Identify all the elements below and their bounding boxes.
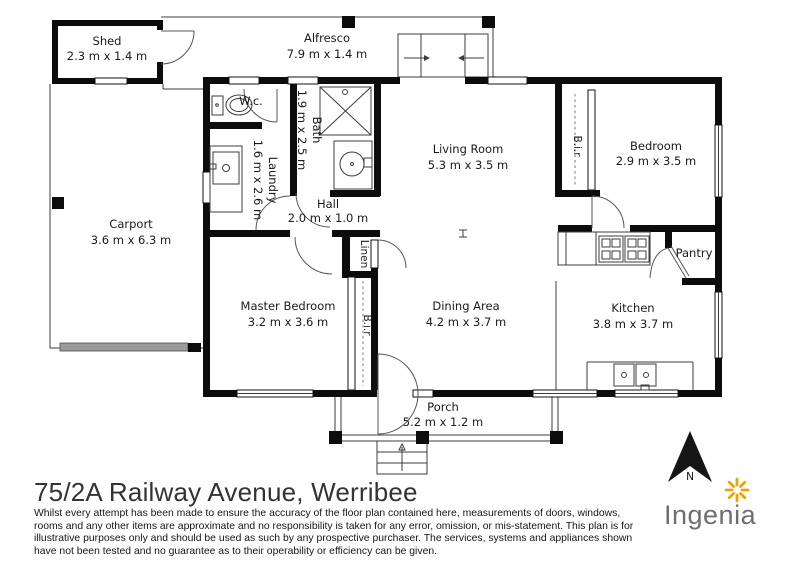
room-label-bedroom: Bedroom: [629, 139, 683, 153]
room-label-bath: Bath: [310, 116, 324, 144]
room-dims-master-bedroom: 3.2 m x 3.6 m: [247, 315, 329, 329]
room-label-linen: Linen: [358, 239, 370, 269]
room-dims-porch: 5.2 m x 1.2 m: [402, 415, 484, 429]
address-title: 75/2A Railway Avenue, Werribee: [34, 477, 418, 507]
disclaimer-text: Whilst every attempt has been made to ensure the accuracy of the floor plan contained here, measurements of doors, windows, rooms and any other items are approximate and no responsibility is taken for any error, omission, or mis-statement. This plan is for illustrative purposes only and should be used as such by any prospective purchaser. The services, systems and appliances shown have not been tested and no guarantee as to their operability or efficiency can be given.: [34, 508, 634, 557]
dimension-marker: [459, 230, 467, 237]
room-dims-bath: 1.9 m x 2.5 m: [295, 89, 309, 171]
room-dims-bedroom: 2.9 m x 3.5 m: [615, 154, 697, 168]
kitchen-bench: [556, 281, 693, 390]
laundry-sink-icon: [210, 146, 242, 212]
room-label-porch: Porch: [427, 400, 459, 414]
room-dims-shed: 2.3 m x 1.4 m: [66, 49, 148, 63]
room-label-pantry: Pantry: [675, 246, 713, 260]
room-dims-hall: 2.0 m x 1.0 m: [287, 211, 369, 225]
room-label-bir-living: B.i.r: [571, 135, 583, 157]
vanity-icon: [334, 141, 372, 189]
room-label-master-bedroom: Master Bedroom: [240, 299, 336, 313]
room-label-shed: Shed: [92, 34, 122, 48]
room-dims-carport: 3.6 m x 6.3 m: [90, 233, 172, 247]
compass-north-icon: [660, 428, 720, 486]
room-label-kitchen: Kitchen: [611, 301, 655, 315]
room-label-dining: Dining Area: [432, 299, 500, 313]
room-dims-kitchen: 3.8 m x 3.7 m: [592, 317, 674, 331]
room-dims-laundry: 1.6 m x 2.6 m: [251, 139, 265, 221]
room-dims-living: 5.3 m x 3.5 m: [427, 158, 509, 172]
room-dims-alfresco: 7.9 m x 1.4 m: [286, 47, 368, 61]
room-label-alfresco: Alfresco: [303, 31, 351, 45]
room-label-living: Living Room: [432, 142, 504, 156]
room-label-carport: Carport: [109, 217, 153, 231]
sliding-door-arrows: [424, 55, 464, 61]
room-label-hall: Hall: [316, 197, 340, 211]
stairs-icon: [377, 441, 427, 474]
room-label-bir-master: B.i.r: [361, 314, 373, 336]
stove-icon: [558, 232, 650, 265]
compass-north-label: N: [686, 471, 694, 483]
room-label-wc: W.c.: [239, 94, 263, 108]
shower-icon: [320, 87, 371, 135]
ingenia-logo-wordmark: Ingenia: [664, 500, 757, 530]
carport-threshold: [60, 343, 188, 351]
room-dims-dining: 4.2 m x 3.7 m: [425, 315, 507, 329]
kitchen-sink-icon: [614, 364, 656, 390]
room-label-laundry: Laundry: [266, 156, 280, 204]
